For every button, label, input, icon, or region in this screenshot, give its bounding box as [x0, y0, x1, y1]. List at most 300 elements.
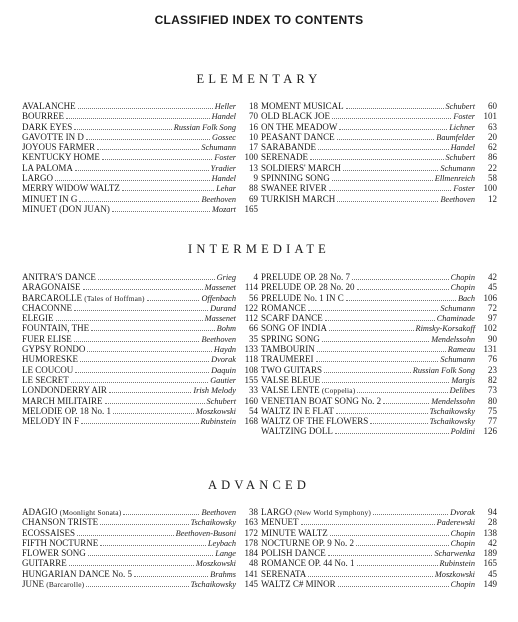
entry-composer: Handel [211, 112, 236, 122]
entry-title-group [22, 101, 76, 111]
entry-composer: Moszkowski [434, 569, 475, 579]
entry-title-group [22, 194, 77, 204]
dot-leader [322, 334, 429, 342]
dot-leader [123, 507, 199, 515]
entry-page-number: 126 [483, 426, 497, 437]
entry-page-number: 112 [244, 313, 258, 324]
section-title-intermediate: INTERMEDIATE [187, 242, 331, 256]
entry-page-number: 118 [244, 354, 258, 365]
entry-title-group [22, 132, 84, 142]
entry-composer: Lehar [216, 184, 236, 194]
entry-title-group [22, 344, 85, 354]
dot-leader [337, 194, 438, 202]
dot-leader [325, 313, 435, 321]
entry-page-number: 73 [488, 385, 497, 396]
index-entry [261, 406, 497, 416]
entry-title-group [261, 101, 344, 111]
entry-composer: Daquin [211, 365, 236, 375]
entry-composer: Beethoven [201, 508, 236, 517]
entry-page-number: 108 [244, 364, 258, 375]
entry-page-number: 63 [488, 121, 497, 132]
entry-title: MERRY WIDOW WALTZ [22, 183, 120, 194]
index-entry [261, 282, 497, 292]
entry-title: POLISH DANCE [261, 548, 326, 559]
index-entry [261, 365, 497, 375]
index-entry [22, 334, 258, 344]
entry-page-number: 184 [244, 548, 258, 559]
entry-title-group [22, 282, 81, 292]
entry-title: MINUET (DON JUAN) [22, 203, 110, 214]
entry-composer: Foster [214, 153, 236, 163]
entry-composer: Rimsky-Korsakoff [415, 324, 475, 334]
dot-leader [373, 507, 448, 515]
entry-title: FUER ELISE [22, 333, 72, 344]
index-entry [22, 365, 258, 375]
index-entry [22, 507, 258, 517]
entry-page-number: 102 [483, 323, 497, 334]
entry-title: TWO GUITARS [261, 364, 323, 375]
index-entry [22, 132, 258, 142]
entry-title-group [22, 142, 95, 152]
entry-page-number: 9 [253, 173, 258, 184]
entry-composer: Tschaikowsky [190, 580, 236, 590]
entry-subtitle: (New World Symphony) [294, 508, 372, 517]
dot-leader [357, 558, 438, 566]
entry-composer: Margis [451, 375, 475, 385]
entry-title-group [22, 416, 79, 426]
entry-title: PRELUDE OP. 28 No. 7 [261, 272, 351, 282]
entry-title: OLD BLACK JOE [261, 111, 330, 122]
entry-title: LE COUCOU [22, 364, 74, 375]
index-entry [261, 426, 497, 436]
entry-page-number: 45 [488, 282, 497, 293]
entry-title-group [261, 272, 350, 282]
dot-leader [335, 426, 449, 434]
index-entry [22, 406, 258, 416]
entry-page-number: 58 [488, 173, 497, 184]
entry-title: LARGO [22, 173, 53, 184]
entry-composer: Mendelssohn [431, 396, 475, 406]
dot-leader [337, 132, 435, 140]
intermediate-left-column [22, 272, 258, 426]
entry-composer: Schumann [440, 355, 475, 365]
dot-leader [102, 152, 212, 160]
entry-composer: Rubinstein [439, 559, 475, 569]
entry-title-group [261, 396, 381, 406]
entry-page-number: 163 [244, 517, 258, 528]
entry-composer: Haydn [213, 345, 236, 355]
entry-composer: Lange [215, 549, 236, 559]
index-entry [261, 101, 497, 111]
entry-title: MARCH MILITAIRE [22, 395, 103, 406]
entry-page-number: 70 [249, 111, 258, 122]
dot-leader [383, 396, 429, 404]
index-entry [22, 272, 258, 282]
dot-leader [83, 282, 203, 290]
dot-leader [316, 354, 439, 362]
entry-page-number: 189 [483, 548, 497, 559]
entry-title: BARCAROLLE [22, 292, 83, 303]
section-title-elementary: ELEMENTARY [196, 72, 322, 86]
entry-page-number: 138 [483, 527, 497, 538]
index-entry [22, 163, 258, 173]
index-entry [22, 538, 258, 548]
index-entry [22, 142, 258, 152]
entry-page-number: 42 [488, 272, 497, 282]
entry-page-number: 122 [244, 302, 258, 313]
entry-title: TURKISH MARCH [261, 193, 336, 204]
entry-title: MINUTE WALTZ [261, 527, 328, 538]
entry-title-group [261, 334, 320, 344]
entry-title-group [261, 569, 306, 579]
index-entry [261, 569, 497, 579]
index-entry [261, 163, 497, 173]
entry-subtitle: (Tales of Hoffman) [84, 293, 145, 303]
index-entry [261, 528, 497, 538]
dot-leader [332, 111, 451, 119]
entry-composer: Handel [211, 174, 236, 184]
entry-title: FOUNTAIN, THE [22, 323, 90, 334]
entry-title-group [261, 132, 335, 142]
dot-leader [75, 163, 209, 171]
entry-page-number: 155 [244, 374, 258, 385]
entry-title: VENETIAN BOAT SONG No. 2 [261, 395, 382, 406]
entry-title-group [261, 303, 306, 313]
index-entry [22, 111, 258, 121]
entry-title: VALSE BLEUE [261, 374, 321, 385]
entry-page-number: 90 [488, 333, 497, 344]
entry-title: SPRING SONG [261, 333, 320, 344]
entry-composer: Poldini [450, 427, 475, 437]
dot-leader [69, 558, 194, 566]
entry-title-group [261, 163, 341, 173]
entry-title: MOMENT MUSICAL [261, 101, 344, 111]
entry-title-group [261, 173, 330, 183]
entry-title: PRELUDE OP. 28 No. 20 [261, 282, 355, 293]
entry-composer: Tschaikowsky [429, 417, 475, 427]
index-entry [261, 122, 497, 132]
entry-title: BOURREE [22, 111, 65, 122]
dot-leader [346, 101, 444, 109]
entry-page-number: 45 [488, 568, 497, 579]
entry-title: LARGO [261, 507, 292, 517]
entry-page-number: 42 [488, 537, 497, 548]
index-entry [261, 313, 497, 323]
entry-subtitle: (Barcarolle) [46, 580, 85, 590]
entry-title-group [22, 548, 86, 558]
dot-leader [370, 416, 427, 424]
entry-title-group [22, 183, 120, 193]
entry-subtitle: (Coppelia) [321, 386, 356, 396]
entry-page-number: 18 [249, 101, 258, 111]
entry-title-group [261, 111, 330, 121]
dot-leader [97, 142, 199, 150]
entry-title-group [261, 426, 333, 436]
entry-page-number: 54 [249, 405, 258, 416]
dot-leader [74, 303, 208, 311]
entry-composer: Chaminade [436, 314, 475, 324]
entry-title: DARK EYES [22, 121, 73, 132]
entry-title-group [22, 558, 67, 568]
entry-page-number: 56 [249, 292, 258, 303]
entry-page-number: 17 [249, 142, 258, 153]
entry-page-number: 22 [488, 162, 497, 173]
entry-title-group [22, 323, 89, 333]
dot-leader [112, 204, 210, 212]
entry-page-number: 75 [488, 405, 497, 416]
dot-leader [336, 406, 428, 414]
dot-leader [71, 375, 208, 383]
entry-page-number: 38 [249, 507, 258, 517]
entry-title: ARAGONAISE [22, 282, 81, 293]
index-entry [22, 313, 258, 323]
entry-composer: Durand [210, 303, 236, 313]
dot-leader [78, 101, 213, 109]
entry-page-number: 48 [249, 558, 258, 569]
index-entry [22, 416, 258, 426]
entry-composer: Chopin [450, 528, 475, 538]
entry-composer: Offenbach [201, 293, 236, 303]
entry-composer: Schubert [445, 153, 475, 163]
entry-title: SPINNING SONG [261, 173, 330, 184]
entry-title: HUMORESKE [22, 354, 79, 365]
entry-title-group [261, 344, 315, 354]
index-entry [261, 111, 497, 121]
entry-composer: Russian Folk Song [412, 365, 475, 375]
index-entry [261, 152, 497, 162]
entry-composer: Brahms [210, 569, 236, 579]
index-entry [22, 101, 258, 111]
entry-title-group [22, 122, 72, 132]
entry-composer: Beethoven [201, 194, 236, 204]
dot-leader [352, 272, 449, 280]
entry-title: LA PALOMA [22, 162, 73, 173]
entry-page-number: 12 [488, 193, 497, 204]
entry-composer: Schumann [440, 163, 475, 173]
index-entry [261, 558, 497, 568]
entry-title-group [261, 538, 354, 548]
dot-leader [338, 579, 449, 587]
dot-leader [86, 132, 210, 140]
dot-leader [134, 569, 208, 577]
entry-title-group [22, 303, 72, 313]
index-entry [261, 323, 497, 333]
entry-page-number: 4 [253, 272, 258, 282]
dot-leader [324, 365, 411, 373]
dot-leader [98, 272, 215, 280]
entry-page-number: 149 [483, 579, 497, 590]
index-entry [261, 344, 497, 354]
dot-leader [56, 313, 203, 321]
entry-title-group [261, 282, 355, 292]
entry-composer: Massenet [204, 314, 236, 324]
entry-title-group [22, 375, 69, 385]
dot-leader [66, 111, 210, 119]
dot-leader [87, 344, 211, 352]
dot-leader [322, 375, 449, 383]
dot-leader [91, 323, 215, 331]
entry-title: HUNGARIAN DANCE No. 5 [22, 568, 132, 579]
entry-composer: Russian Folk Song [173, 122, 236, 132]
dot-leader [100, 538, 206, 546]
entry-title: VALSE LENTE [261, 385, 320, 396]
entry-page-number: 66 [249, 323, 258, 334]
entry-title: TRAUMEREI [261, 354, 314, 365]
index-entry [261, 517, 497, 527]
index-entry [261, 507, 497, 517]
entry-title-group [22, 365, 73, 375]
dot-leader [317, 344, 446, 352]
entry-composer: Leybach [207, 538, 236, 548]
entry-title-group [22, 272, 96, 282]
dot-leader [100, 517, 189, 525]
index-entry [22, 375, 258, 385]
entry-title-group [22, 528, 75, 538]
index-entry [261, 579, 497, 589]
entry-title: CHANSON TRISTE [22, 517, 99, 528]
entry-title-group [261, 416, 368, 426]
index-entry [22, 558, 258, 568]
index-entry [22, 183, 258, 193]
index-entry [261, 272, 497, 282]
index-entry [22, 194, 258, 204]
dot-leader [77, 528, 174, 536]
entry-title-group [22, 163, 73, 173]
index-entry [261, 194, 497, 204]
entry-title: MELODY IN F [22, 416, 80, 427]
index-entry [22, 354, 258, 364]
index-entry [22, 293, 258, 303]
entry-title: KENTUCKY HOME [22, 152, 100, 163]
index-entry [261, 132, 497, 142]
entry-title: ELEGIE [22, 313, 54, 324]
dot-leader [329, 323, 414, 331]
index-entry [22, 385, 258, 395]
entry-composer: Grieg [216, 273, 236, 282]
index-entry [261, 354, 497, 364]
entry-title-group [22, 517, 98, 527]
entry-title: SCARF DANCE [261, 313, 323, 324]
entry-composer: Beethoven-Busoni [175, 528, 236, 538]
page-title: CLASSIFIED INDEX TO CONTENTS [154, 13, 364, 27]
entry-composer: Schumann [201, 143, 236, 153]
entry-title: JUNE [22, 579, 44, 590]
entry-title-group [261, 354, 314, 364]
entry-composer: Mendelssohn [431, 334, 475, 344]
index-entry [22, 579, 258, 589]
entry-title-group [261, 375, 320, 385]
index-entry [261, 183, 497, 193]
entry-composer: Lichner [449, 122, 475, 132]
entry-title: PRELUDE No. 1 IN C [261, 292, 344, 303]
entry-composer: Massenet [204, 283, 236, 293]
entry-title-group [261, 194, 335, 204]
dot-leader [105, 396, 205, 404]
entry-title-group [22, 579, 84, 590]
dot-leader [301, 517, 435, 525]
entry-composer: Dvorak [450, 508, 475, 517]
entry-title: LE SECRET [22, 374, 69, 385]
entry-title: PEASANT DANCE [261, 131, 335, 142]
entry-composer: Baumfelder [436, 132, 475, 142]
entry-composer: Irish Melody [193, 386, 236, 396]
entry-composer: Paderewski [436, 518, 475, 528]
dot-leader [308, 569, 433, 577]
entry-title: SOLDIERS' MARCH [261, 162, 341, 173]
advanced-right-column [261, 507, 497, 589]
dot-leader [318, 142, 449, 150]
dot-leader [109, 385, 191, 393]
entry-title: MINUET IN G [22, 193, 78, 204]
entry-composer: Rubinstein [200, 417, 236, 427]
entry-page-number: 20 [488, 131, 497, 142]
entry-subtitle: (Moonlight Sonata) [59, 508, 122, 517]
dot-leader [308, 303, 438, 311]
entry-title-group [22, 152, 100, 162]
index-entry [22, 323, 258, 333]
entry-composer: Gossec [212, 132, 236, 142]
index-entry [261, 538, 497, 548]
entry-title: SWANEE RIVER [261, 183, 327, 194]
entry-page-number: 33 [249, 385, 258, 396]
entry-page-number: 10 [249, 131, 258, 142]
index-entry [22, 303, 258, 313]
entry-page-number: 178 [244, 537, 258, 548]
entry-composer: Beethoven [201, 334, 236, 344]
entry-title: SERENADE [261, 152, 308, 163]
dot-leader [328, 548, 433, 556]
entry-title: ECOSSAISES [22, 527, 76, 538]
index-entry [22, 122, 258, 132]
entry-title: JOYOUS FARMER [22, 142, 96, 153]
entry-composer: Chopin [450, 538, 475, 548]
entry-page-number: 28 [488, 517, 497, 528]
dot-leader [81, 416, 198, 424]
entry-page-number: 165 [244, 203, 258, 214]
dot-leader [357, 282, 449, 290]
entry-page-number: 72 [488, 302, 497, 313]
entry-title-group [261, 528, 328, 538]
entry-page-number: 76 [488, 354, 497, 365]
entry-page-number: 77 [488, 416, 497, 427]
dot-leader [329, 183, 452, 191]
entry-page-number: 101 [483, 111, 497, 122]
entry-page-number: 88 [249, 183, 258, 194]
entry-title: LONDONDERRY AIR [22, 385, 107, 396]
entry-composer: Dvorak [211, 355, 236, 365]
entry-page-number: 114 [244, 282, 258, 293]
entry-title: ON THE MEADOW [261, 121, 338, 132]
entry-page-number: 133 [244, 344, 258, 355]
elementary-right-column [261, 101, 497, 204]
index-entry [22, 282, 258, 292]
dot-leader [86, 579, 188, 587]
index-entry [22, 528, 258, 538]
entry-composer: Schumann [440, 303, 475, 313]
index-entry [261, 385, 497, 395]
index-entry [261, 173, 497, 183]
entry-page-number: 62 [488, 142, 497, 153]
dot-leader [74, 122, 172, 130]
entry-page-number: 60 [488, 101, 497, 111]
entry-title-group [261, 313, 323, 323]
entry-composer: Chopin [450, 283, 475, 293]
entry-page-number: 165 [483, 558, 497, 569]
entry-composer: Gautier [210, 375, 236, 385]
dot-leader [356, 538, 449, 546]
entry-title: WALTZING DOLL [261, 426, 333, 437]
entry-title-group [22, 173, 53, 183]
